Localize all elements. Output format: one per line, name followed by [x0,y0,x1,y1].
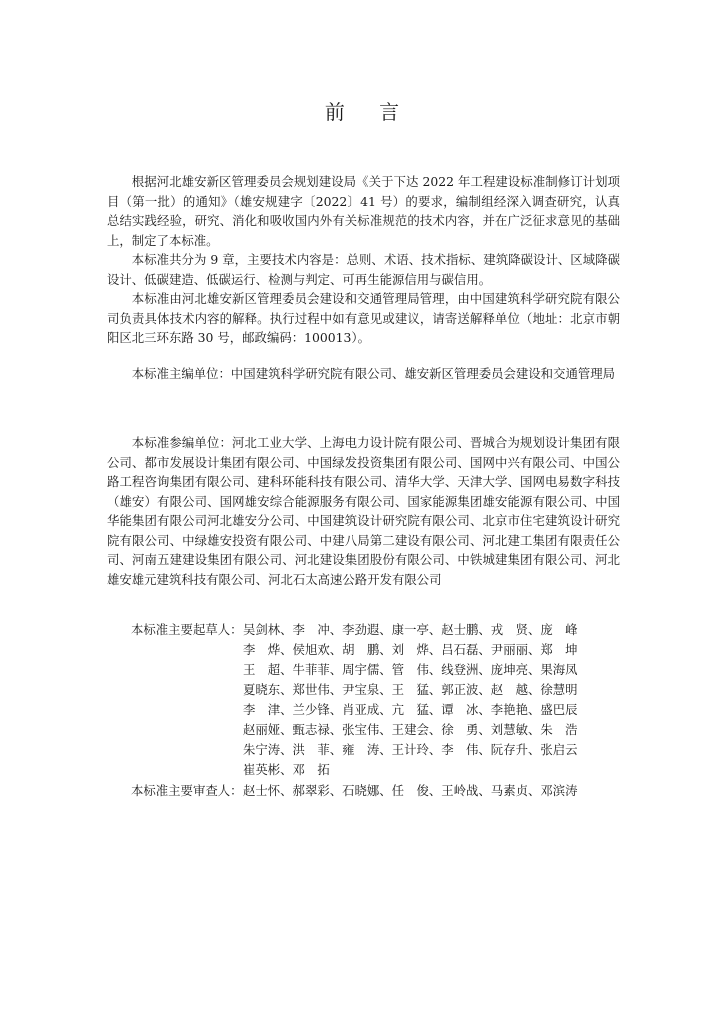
paragraph-management: 本标准由河北雄安新区管理委员会建设和交通管理局管理，由中国建筑科学研究院有限公司负责具体技术内容的解释。执行过程中如有意见或建议，请寄送解释单位（地址：北京市朝阳区北三环东路 30 号，邮政编码：100013）。 [107,291,620,345]
drafters-line: 李 烨、侯旭欢、胡 鹏、刘 烨、吕石磊、尹丽丽、郑 坤 [243,642,578,657]
drafters-line: 王 超、牛菲菲、周宇儒、管 伟、线登洲、庞坤亮、果海凤 [243,662,578,677]
drafters-line: 李 津、兰少锋、肖亚成、亢 猛、谭 冰、李艳艳、盛巴辰 [243,702,578,717]
intro-section [107,172,620,348]
paragraph-background: 根据河北雄安新区管理委员会规划建设局《关于下达 2022 年工程建设标准制修订计划项目（第一批）的通知》（雄安规建字〔2022〕41 号）的要求，编制组经深入调查研究，认真总结实践经验，研究、消化和吸收国内外有关标准规范的技术内容，并在广泛征求意见的基础上，制定了本标准。 [107,174,620,248]
reviewers-names: 赵士怀、郝翠彩、石晓娜、任 俊、王岭战、马素贞、邓滨涛 [243,783,578,798]
page-title: 前 言 [324,100,414,124]
drafters-line: 吴剑林、李 冲、李劲遐、康一亭、赵士鹏、戎 贤、庞 峰 [243,622,578,637]
drafters-line: 朱宁涛、洪 菲、雍 涛、王计玲、李 伟、阮存升、张启云 [243,742,578,757]
drafters-label: 本标准主要起草人： [131,622,243,637]
drafters-names [243,620,620,780]
reviewers-label: 本标准主要审查人： [131,783,243,798]
chief-editors-section [107,364,620,384]
paragraph-participants: 本标准参编单位：河北工业大学、上海电力设计院有限公司、晋城合为规划设计集团有限公司、都市发展设计集团有限公司、中国绿发投资集团有限公司、国网中兴有限公司、中国公路工程咨询集团有限公司、建科环能科技有限公司、清华大学、天津大学、国网电易数字科技（雄安）有限公司、国网雄安综合能源服务有限公司、国家能源集团雄安能源有限公司、中国华能集团有限公司河北雄安分公司、中国建筑设计研究院有限公司、北京市住宅建筑设计研究院有限公司、中绿雄安投资有限公司、中建八局第二建设有限公司、河北建工集团有限责任公司、河南五建建设集团有限公司、河北建设集团股份有限公司、中铁城建集团有限公司、河北雄安雄元建筑科技有限公司、河北石太高速公路开发有限公司 [107,435,620,587]
participants-section [107,433,620,589]
drafters-line: 赵丽娅、甄志禄、张宝伟、王建会、徐 勇、刘慧敏、朱 浩 [243,722,578,737]
paragraph-chief-editors: 本标准主编单位：中国建筑科学研究院有限公司、雄安新区管理委员会建设和交通管理局 [131,366,616,381]
drafters-line: 夏晓东、郑世伟、尹宝泉、王 猛、郭正波、赵 越、徐慧明 [243,682,578,697]
paragraph-contents: 本标准共分为 9 章，主要技术内容是：总则、术语、技术指标、建筑降碳设计、区域降碳设计、低碳建造、低碳运行、检测与判定、可再生能源信用与碳信用。 [107,252,620,287]
drafters-line: 崔英彬、邓 拓 [243,762,330,777]
